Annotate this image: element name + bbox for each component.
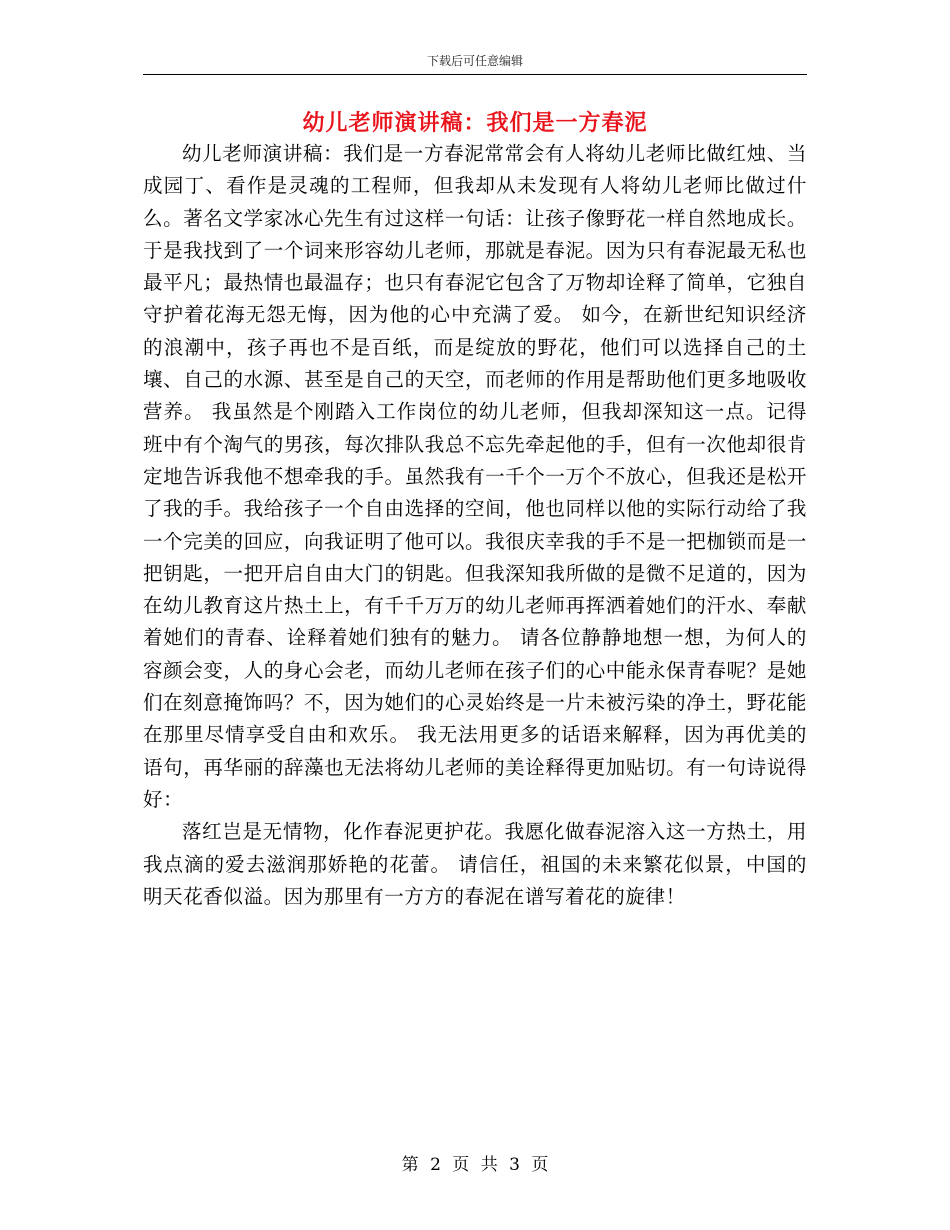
paragraph: 落红岂是无情物，化作春泥更护花。我愿化做春泥溶入这一方热土，用我点滴的爱去滋润那娇艳的花蕾。 请信任，祖国的未来繁花似景，中国的明天花香似溢。因为那里有一方方的春泥在谱写着花的旋律！ [143,820,807,908]
header-divider [143,74,807,75]
footer-page-number: 2 [430,1155,441,1175]
footer-total-pages: 3 [509,1155,520,1175]
page-footer [0,1154,950,1176]
footer-suffix: 页 [531,1155,549,1175]
document-body [143,138,807,913]
page-header [0,53,950,69]
footer-total-label: 共 [480,1155,498,1175]
footer-page-label: 页 [452,1155,470,1175]
document-title: 幼儿老师演讲稿：我们是一方春泥 [302,111,648,136]
header-text: 下载后可任意编辑 [426,54,523,68]
footer-prefix: 第 [401,1155,419,1175]
paragraph: 幼儿老师演讲稿：我们是一方春泥常常会有人将幼儿老师比做红烛、当成园丁、看作是灵魂的工程师，但我却从未发现有人将幼儿老师比做过什么。著名文学家冰心先生有过这样一句话：让孩子像野花一样自然地成长。于是我找到了一个词来形容幼儿老师，那就是春泥。因为只有春泥最无私也最平凡；最热情也最温存；也只有春泥它包含了万物却诠释了简单，它独自守护着花海无怨无悔，因为他的心中充满了爱。 如今，在新世纪知识经济的浪潮中，孩子再也不是百纸，而是绽放的野花，他们可以选择自己的土壤、自己的水源、甚至是自己的天空，而老师的作用是帮助他们更多地吸收营养。 我虽然是个刚踏入工作岗位的幼儿老师，但我却深知这一点。记得班中有个淘气的男孩，每次排队我总不忘先牵起他的手，但有一次他却很肯定地告诉我他不想牵我的手。虽然我有一千个一万个不放心，但我还是松开了我的手。我给孩子一个自由选择的空间，他也同样以他的实际行动给了我一个完美的回应，向我证明了他可以。我很庆幸我的手不是一把枷锁而是一把钥匙，一把开启自由大门的钥匙。但我深知我所做的是微不足道的，因为在幼儿教育这片热土上，有千千万万的幼儿老师再挥洒着她们的汗水、奉献着她们的青春、诠释着她们独有的魅力。 请各位静静地想一想，为何人的容颜会变，人的身心会老，而幼儿老师在孩子们的心中能永保青春呢？是她们在刻意掩饰吗？不，因为她们的心灵始终是一片未被污染的净土，野花能在那里尽情享受自由和欢乐。 我无法用更多的话语来解释，因为再优美的语句，再华丽的辞藻也无法将幼儿老师的美诠释得更加贴切。有一句诗说得好： [143,142,807,811]
